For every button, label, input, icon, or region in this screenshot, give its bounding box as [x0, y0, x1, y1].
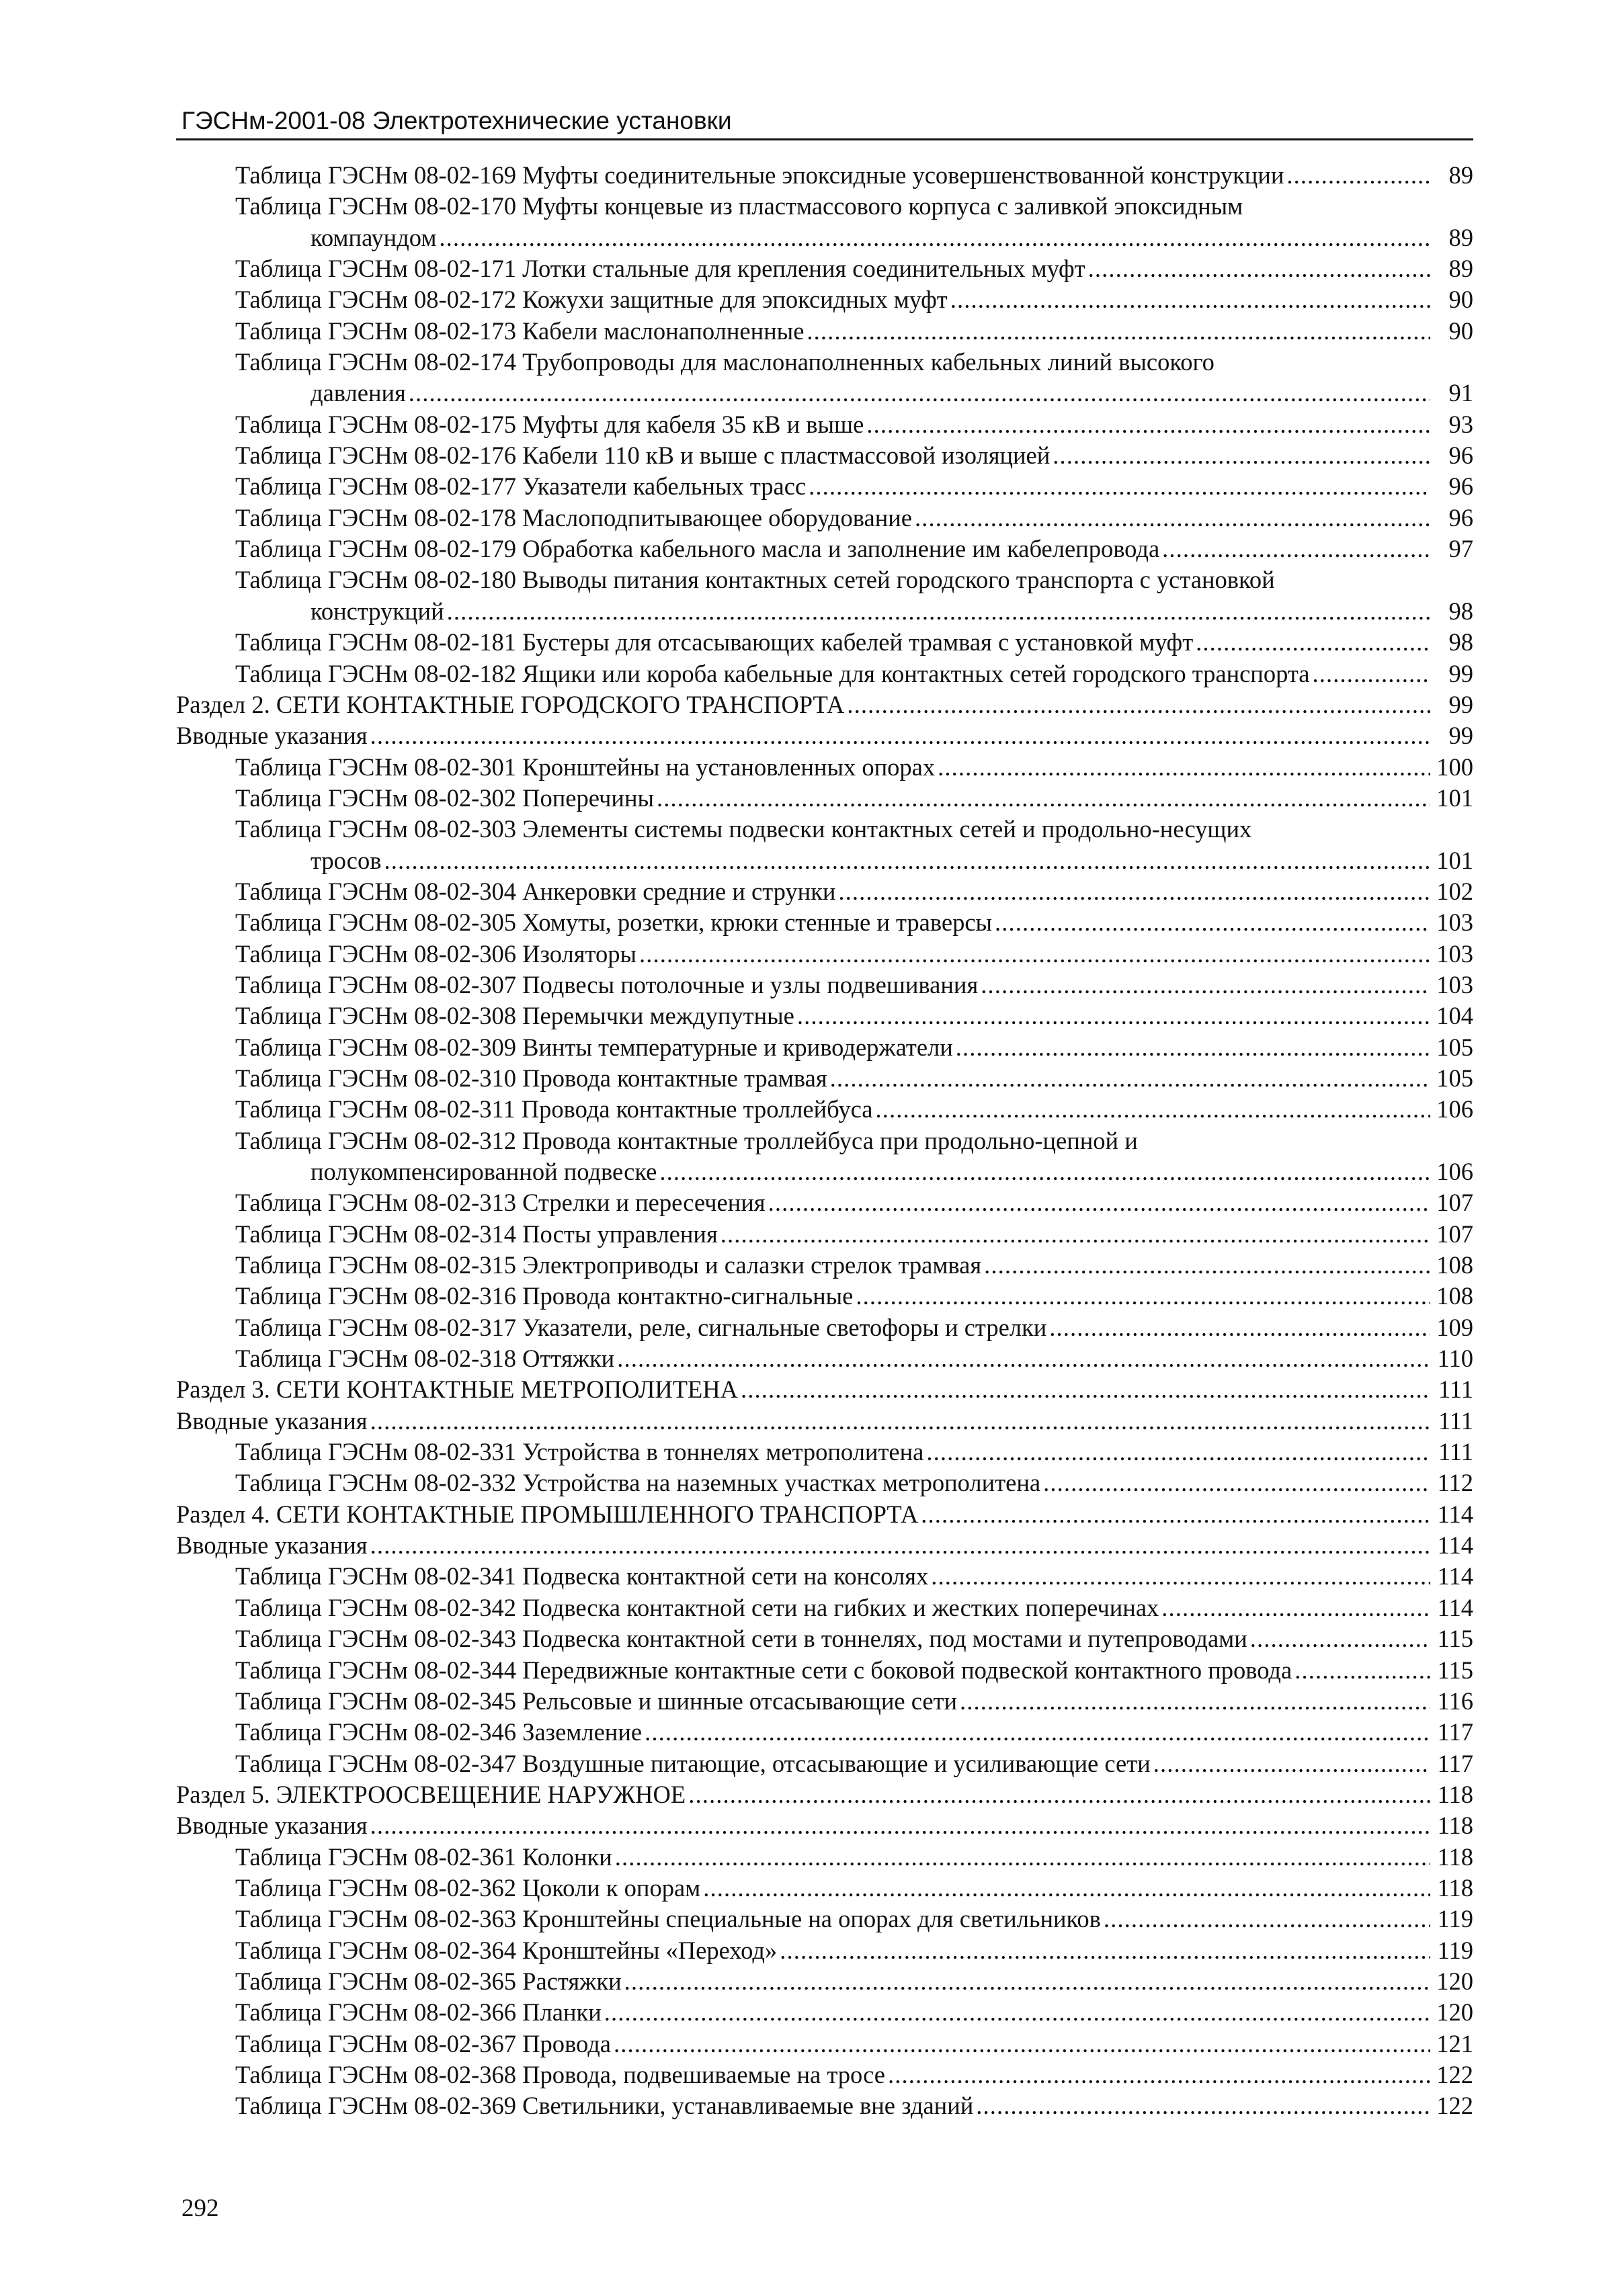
toc-table-entry	[176, 658, 1473, 689]
toc-entry-text: Таблица ГЭСНм 08-02-369 Светильники, устанавливаемые вне зданий	[235, 2092, 974, 2120]
dot-leader	[984, 1250, 1430, 1281]
toc-section-entry	[176, 1406, 1473, 1437]
dot-leader	[1053, 440, 1430, 471]
header-divider	[176, 138, 1473, 140]
toc-entry-text: Таблица ГЭСНм 08-02-313 Стрелки и пересечения	[235, 1189, 766, 1217]
toc-table-entry	[176, 2090, 1473, 2121]
dot-leader	[1286, 160, 1430, 191]
toc-table-entry	[176, 316, 1473, 347]
toc-page-number: 106	[1436, 1158, 1473, 1185]
dot-leader	[960, 1686, 1430, 1717]
toc-section-entry	[176, 1374, 1473, 1405]
dot-leader	[807, 316, 1430, 347]
dot-leader	[370, 1406, 1430, 1437]
dot-leader	[741, 1374, 1430, 1405]
toc-table-entry	[176, 2059, 1473, 2090]
toc-page-number: 118	[1437, 1780, 1473, 1808]
toc-page-number: 114	[1437, 1531, 1473, 1560]
toc-section-entry	[176, 1810, 1473, 1841]
toc-page-number: 97	[1448, 535, 1473, 563]
toc-entry-text: Таблица ГЭСНм 08-02-170 Муфты концевые из пластмассового корпуса с заливкой эпоксидным	[235, 192, 1243, 220]
toc-page-number: 96	[1448, 472, 1473, 501]
dot-leader	[1250, 1623, 1430, 1654]
toc-page-number: 103	[1436, 970, 1473, 998]
toc-page-number: 108	[1436, 1282, 1473, 1310]
toc-table-entry	[176, 752, 1473, 783]
dot-leader	[866, 409, 1430, 440]
dot-leader	[938, 752, 1430, 783]
toc-page-number: 103	[1436, 908, 1473, 937]
toc-page-number: 120	[1436, 1967, 1473, 1995]
toc-table-entry	[176, 1873, 1473, 1904]
toc-table-entry	[176, 253, 1473, 284]
dot-leader	[370, 720, 1430, 751]
toc-section-entry	[176, 1499, 1473, 1530]
dot-leader	[447, 596, 1430, 627]
toc-table-entry	[176, 1592, 1473, 1623]
toc-table-entry	[176, 907, 1473, 938]
toc-page-number: 121	[1436, 2029, 1473, 2057]
toc-page-number: 99	[1448, 722, 1473, 750]
toc-entry-text: Таблица ГЭСНм 08-02-180 Выводы питания контактных сетей городского транспорта с установкой	[235, 566, 1275, 594]
toc-entry-text: Таблица ГЭСНм 08-02-341 Подвеска контактной сети на консолях	[235, 1562, 929, 1590]
toc-entry-text: Таблица ГЭСНм 08-02-171 Лотки стальные для крепления соединительных муфт	[235, 255, 1085, 283]
toc-entry-text: Таблица ГЭСНм 08-02-175 Муфты для кабеля 35 кВ и выше	[235, 410, 864, 438]
toc-entry-text: Таблица ГЭСНм 08-02-331 Устройства в тоннелях метрополитена	[235, 1438, 924, 1466]
toc-entry-text: тросов	[311, 846, 382, 874]
toc-entry-text: Таблица ГЭСНм 08-02-365 Растяжки	[235, 1967, 622, 1995]
toc-table-entry	[176, 876, 1473, 907]
toc-table-entry	[176, 471, 1473, 502]
dot-leader	[780, 1935, 1430, 1966]
toc-page-number: 109	[1436, 1313, 1473, 1341]
toc-table-entry	[176, 627, 1473, 658]
toc-table-entry	[176, 1343, 1473, 1374]
toc-page-number: 106	[1436, 1095, 1473, 1123]
toc-page-number: 114	[1437, 1500, 1473, 1528]
dot-leader	[976, 2090, 1430, 2121]
toc-entry-text: Таблица ГЭСНм 08-02-364 Кронштейны «Переход»	[235, 1936, 778, 1964]
toc-page-number: 110	[1437, 1345, 1473, 1373]
toc-page-number: 118	[1437, 1812, 1473, 1840]
toc-entry-continuation	[176, 596, 1473, 627]
toc-table-entry	[176, 284, 1473, 315]
dot-leader	[617, 1343, 1430, 1374]
toc-page-number: 89	[1448, 255, 1473, 283]
page-header-title: ГЭСНм-2001-08 Электротехнические установки	[181, 107, 732, 134]
toc-entry-text: полукомпенсированной подвеске	[311, 1158, 657, 1185]
dot-leader	[1162, 534, 1430, 564]
toc-table-entry	[176, 191, 1473, 222]
toc-table-entry	[176, 1623, 1473, 1654]
dot-leader	[926, 1437, 1430, 1468]
toc-table-entry	[176, 1686, 1473, 1717]
toc-table-entry	[176, 1561, 1473, 1592]
page-number: 292	[181, 2195, 219, 2222]
toc-table-entry	[176, 347, 1473, 378]
toc-table-entry	[176, 1094, 1473, 1125]
toc-page-number: 107	[1436, 1189, 1473, 1217]
dot-leader	[1294, 1655, 1430, 1686]
toc-table-entry	[176, 939, 1473, 970]
toc-table-entry	[176, 1748, 1473, 1779]
toc-table-entry	[176, 1187, 1473, 1218]
toc-entry-text: Таблица ГЭСНм 08-02-173 Кабели маслонаполненные	[235, 316, 805, 345]
toc-page-number: 91	[1448, 379, 1473, 407]
toc-entry-text: Таблица ГЭСНм 08-02-343 Подвеска контактной сети в тоннелях, под мостами и путепроводами	[235, 1625, 1247, 1653]
toc-entry-continuation	[176, 378, 1473, 409]
dot-leader	[614, 2029, 1430, 2059]
dot-leader	[370, 1530, 1430, 1561]
toc-entry-text: Таблица ГЭСНм 08-02-316 Провода контактно-сигнальные	[235, 1282, 854, 1310]
dot-leader	[1196, 627, 1430, 658]
toc-table-entry	[176, 1312, 1473, 1343]
toc-table-entry	[176, 1904, 1473, 1934]
dot-leader	[888, 2059, 1430, 2090]
toc-page-number: 122	[1436, 2060, 1473, 2088]
toc-page-number: 101	[1436, 783, 1473, 812]
toc-page-number: 117	[1437, 1749, 1473, 1777]
table-of-contents	[176, 160, 1473, 2122]
toc-entry-text: Таблица ГЭСНм 08-02-176 Кабели 110 кВ и выше с пластмассовой изоляцией	[235, 441, 1051, 470]
toc-entry-text: Таблица ГЭСНм 08-02-310 Провода контактные трамвая	[235, 1064, 827, 1092]
toc-section-entry	[176, 689, 1473, 720]
dot-leader	[931, 1561, 1430, 1592]
toc-table-entry	[176, 440, 1473, 471]
toc-entry-text: Таблица ГЭСНм 08-02-174 Трубопроводы для маслонаполненных кабельных линий высокого	[235, 348, 1215, 376]
toc-entry-text: Таблица ГЭСНм 08-02-312 Провода контактные троллейбуса при продольно-цепной и	[235, 1126, 1138, 1154]
dot-leader	[615, 1842, 1430, 1873]
dot-leader	[370, 1810, 1430, 1841]
toc-entry-text: Таблица ГЭСНм 08-02-308 Перемычки междупутные	[235, 1002, 794, 1030]
dot-leader	[950, 284, 1430, 315]
dot-leader	[956, 1032, 1430, 1063]
dot-leader	[721, 1219, 1430, 1250]
toc-section-entry	[176, 1779, 1473, 1810]
dot-leader	[921, 1499, 1430, 1530]
toc-page-number: 93	[1448, 410, 1473, 438]
toc-page-number: 116	[1437, 1687, 1473, 1715]
toc-entry-text: Таблица ГЭСНм 08-02-342 Подвеска контактной сети на гибких и жестких поперечинах	[235, 1593, 1159, 1621]
toc-page-number: 99	[1448, 659, 1473, 687]
toc-page-number: 90	[1448, 286, 1473, 314]
dot-leader	[1153, 1748, 1430, 1779]
toc-table-entry	[176, 1935, 1473, 1966]
dot-leader	[809, 471, 1430, 502]
toc-entry-text: Раздел 2. СЕТИ КОНТАКТНЫЕ ГОРОДСКОГО ТРАНСПОРТА	[176, 690, 845, 718]
toc-page-number: 104	[1436, 1002, 1473, 1030]
toc-entry-text: Вводные указания	[176, 722, 368, 750]
dot-leader	[604, 1997, 1430, 2028]
toc-entry-text: Таблица ГЭСНм 08-02-314 Посты управления	[235, 1220, 718, 1248]
toc-page-number: 98	[1448, 628, 1473, 656]
toc-entry-text: конструкций	[311, 597, 444, 625]
toc-entry-text: Таблица ГЭСНм 08-02-309 Винты температурные и криводержатели	[235, 1033, 953, 1061]
toc-page-number: 117	[1437, 1718, 1473, 1746]
toc-page-number: 103	[1436, 939, 1473, 968]
toc-table-entry	[176, 1717, 1473, 1748]
toc-page-number: 118	[1437, 1842, 1473, 1871]
dot-leader	[1312, 658, 1430, 689]
toc-page-number: 89	[1448, 223, 1473, 251]
toc-page-number: 118	[1437, 1873, 1473, 1902]
toc-entry-text: Таблица ГЭСНм 08-02-172 Кожухи защитные для эпоксидных муфт	[235, 286, 948, 314]
toc-page-number: 115	[1437, 1656, 1473, 1684]
toc-entry-text: Раздел 4. СЕТИ КОНТАКТНЫЕ ПРОМЫШЛЕННОГО ТРАНСПОРТА	[176, 1500, 919, 1528]
toc-entry-text: Вводные указания	[176, 1406, 368, 1435]
toc-table-entry	[176, 1655, 1473, 1686]
toc-entry-text: Таблица ГЭСНм 08-02-304 Анкеровки средние и струнки	[235, 877, 836, 905]
dot-leader	[915, 503, 1430, 534]
toc-page-number: 101	[1436, 846, 1473, 874]
dot-leader	[995, 907, 1430, 938]
dot-leader	[639, 939, 1430, 970]
dot-leader	[875, 1094, 1430, 1125]
dot-leader	[981, 970, 1430, 1001]
toc-table-entry	[176, 970, 1473, 1001]
dot-leader	[384, 845, 1431, 876]
toc-entry-text: давления	[311, 379, 406, 407]
toc-entry-text: Таблица ГЭСНм 08-02-346 Заземление	[235, 1718, 643, 1746]
toc-entry-continuation	[176, 222, 1473, 253]
toc-entry-text: Таблица ГЭСНм 08-02-345 Рельсовые и шинные отсасывающие сети	[235, 1687, 958, 1715]
toc-section-entry	[176, 1530, 1473, 1561]
toc-page-number: 115	[1437, 1625, 1473, 1653]
toc-entry-text: Таблица ГЭСНм 08-02-362 Цоколи к опорам	[235, 1873, 701, 1902]
toc-table-entry	[176, 409, 1473, 440]
toc-page-number: 119	[1437, 1936, 1473, 1964]
toc-page-number: 105	[1436, 1033, 1473, 1061]
dot-leader	[624, 1966, 1430, 1997]
toc-entry-text: Таблица ГЭСНм 08-02-169 Муфты соединительные эпоксидные усовершенствованной конструкции	[235, 161, 1284, 189]
toc-entry-text: Таблица ГЭСНм 08-02-366 Планки	[235, 1998, 602, 2027]
toc-page-number: 108	[1436, 1251, 1473, 1279]
toc-entry-text: Вводные указания	[176, 1812, 368, 1840]
toc-entry-text: Таблица ГЭСНм 08-02-177 Указатели кабельных трасс	[235, 472, 807, 501]
toc-table-entry	[176, 1997, 1473, 2028]
toc-page-number: 111	[1438, 1375, 1473, 1404]
toc-table-entry	[176, 1281, 1473, 1312]
toc-table-entry	[176, 2029, 1473, 2059]
toc-entry-text: Таблица ГЭСНм 08-02-303 Элементы системы подвески контактных сетей и продольно-несущих	[235, 815, 1252, 843]
toc-entry-text: компаундом	[311, 223, 437, 251]
dot-leader	[768, 1187, 1430, 1218]
toc-page-number: 122	[1436, 2092, 1473, 2120]
toc-table-entry	[176, 1001, 1473, 1031]
toc-page-number: 114	[1437, 1593, 1473, 1621]
dot-leader	[439, 222, 1430, 253]
toc-page-number: 98	[1448, 597, 1473, 625]
toc-entry-text: Раздел 5. ЭЛЕКТРООСВЕЩЕНИЕ НАРУЖНОЕ	[176, 1780, 686, 1808]
dot-leader	[838, 876, 1430, 907]
toc-entry-text: Таблица ГЭСНм 08-02-182 Ящики или короба кабельные для контактных сетей городского транспорта	[235, 659, 1310, 687]
dot-leader	[1049, 1312, 1430, 1343]
toc-table-entry	[176, 1468, 1473, 1498]
toc-page-number: 100	[1436, 753, 1473, 781]
toc-entry-text: Таблица ГЭСНм 08-02-181 Бустеры для отсасывающих кабелей трамвая с установкой муфт	[235, 628, 1194, 656]
toc-entry-text: Таблица ГЭСНм 08-02-301 Кронштейны на установленных опорах	[235, 753, 936, 781]
dot-leader	[1088, 253, 1430, 284]
toc-table-entry	[176, 1842, 1473, 1873]
toc-entry-text: Таблица ГЭСНм 08-02-305 Хомуты, розетки, крюки стенные и траверсы	[235, 908, 993, 937]
dot-leader	[659, 1156, 1430, 1187]
toc-entry-text: Таблица ГЭСНм 08-02-302 Поперечины	[235, 783, 654, 812]
toc-entry-text: Таблица ГЭСНм 08-02-317 Указатели, реле, сигнальные светофоры и стрелки	[235, 1313, 1047, 1341]
toc-entry-continuation	[176, 845, 1473, 876]
toc-entry-text: Вводные указания	[176, 1531, 368, 1560]
dot-leader	[847, 689, 1430, 720]
toc-page-number: 89	[1448, 161, 1473, 189]
toc-table-entry	[176, 1250, 1473, 1281]
toc-entry-text: Таблица ГЭСНм 08-02-306 Изоляторы	[235, 939, 636, 968]
dot-leader	[703, 1873, 1430, 1904]
dot-leader	[856, 1281, 1430, 1312]
toc-entry-text: Таблица ГЭСНм 08-02-311 Провода контактные троллейбуса	[235, 1095, 873, 1123]
toc-page-number: 119	[1437, 1905, 1473, 1933]
toc-page-number: 96	[1448, 503, 1473, 532]
toc-page-number: 105	[1436, 1064, 1473, 1092]
toc-entry-text: Таблица ГЭСНм 08-02-179 Обработка кабельного масла и заполнение им кабелепровода	[235, 535, 1160, 563]
toc-table-entry	[176, 534, 1473, 564]
toc-entry-text: Таблица ГЭСНм 08-02-347 Воздушные питающие, отсасывающие и усиливающие сети	[235, 1749, 1151, 1777]
toc-table-entry	[176, 1966, 1473, 1997]
toc-page-number: 111	[1438, 1438, 1473, 1466]
dot-leader	[1043, 1468, 1430, 1498]
dot-leader	[688, 1779, 1430, 1810]
toc-table-entry	[176, 564, 1473, 595]
toc-entry-text: Таблица ГЭСНм 08-02-368 Провода, подвешиваемые на тросе	[235, 2060, 886, 2088]
dot-leader	[645, 1717, 1430, 1748]
toc-table-entry	[176, 1437, 1473, 1468]
toc-page-number: 99	[1448, 690, 1473, 718]
toc-entry-text: Таблица ГЭСНм 08-02-307 Подвесы потолочные и узлы подвешивания	[235, 970, 979, 998]
toc-entry-text: Таблица ГЭСНм 08-02-361 Колонки	[235, 1842, 612, 1871]
toc-page-number: 96	[1448, 441, 1473, 470]
toc-entry-continuation	[176, 1156, 1473, 1187]
toc-entry-text: Раздел 3. СЕТИ КОНТАКТНЫЕ МЕТРОПОЛИТЕНА	[176, 1375, 739, 1404]
toc-table-entry	[176, 503, 1473, 534]
dot-leader	[1161, 1592, 1430, 1623]
dot-leader	[797, 1001, 1430, 1031]
toc-page-number: 90	[1448, 316, 1473, 345]
toc-table-entry	[176, 1032, 1473, 1063]
toc-section-entry	[176, 720, 1473, 751]
toc-page-number: 120	[1436, 1998, 1473, 2027]
toc-page-number: 102	[1436, 877, 1473, 905]
toc-table-entry	[176, 814, 1473, 845]
toc-table-entry	[176, 783, 1473, 814]
toc-entry-text: Таблица ГЭСНм 08-02-367 Провода	[235, 2029, 611, 2057]
toc-table-entry	[176, 1219, 1473, 1250]
dot-leader	[657, 783, 1430, 814]
toc-entry-text: Таблица ГЭСНм 08-02-178 Маслоподпитывающее оборудование	[235, 503, 913, 532]
toc-page-number: 111	[1438, 1406, 1473, 1435]
toc-entry-text: Таблица ГЭСНм 08-02-332 Устройства на наземных участках метрополитена	[235, 1469, 1041, 1497]
dot-leader	[409, 378, 1430, 409]
dot-leader	[1104, 1904, 1430, 1934]
toc-entry-text: Таблица ГЭСНм 08-02-318 Оттяжки	[235, 1345, 615, 1373]
toc-page-number: 114	[1437, 1562, 1473, 1590]
toc-table-entry	[176, 1125, 1473, 1156]
toc-page-number: 112	[1437, 1469, 1473, 1497]
toc-entry-text: Таблица ГЭСНм 08-02-344 Передвижные контактные сети с боковой подвеской контактного провода	[235, 1656, 1292, 1684]
toc-table-entry	[176, 1063, 1473, 1094]
toc-table-entry	[176, 160, 1473, 191]
dot-leader	[830, 1063, 1430, 1094]
toc-entry-text: Таблица ГЭСНм 08-02-315 Электроприводы и салазки стрелок трамвая	[235, 1251, 982, 1279]
toc-page-number: 107	[1436, 1220, 1473, 1248]
toc-entry-text: Таблица ГЭСНм 08-02-363 Кронштейны специальные на опорах для светильников	[235, 1905, 1101, 1933]
